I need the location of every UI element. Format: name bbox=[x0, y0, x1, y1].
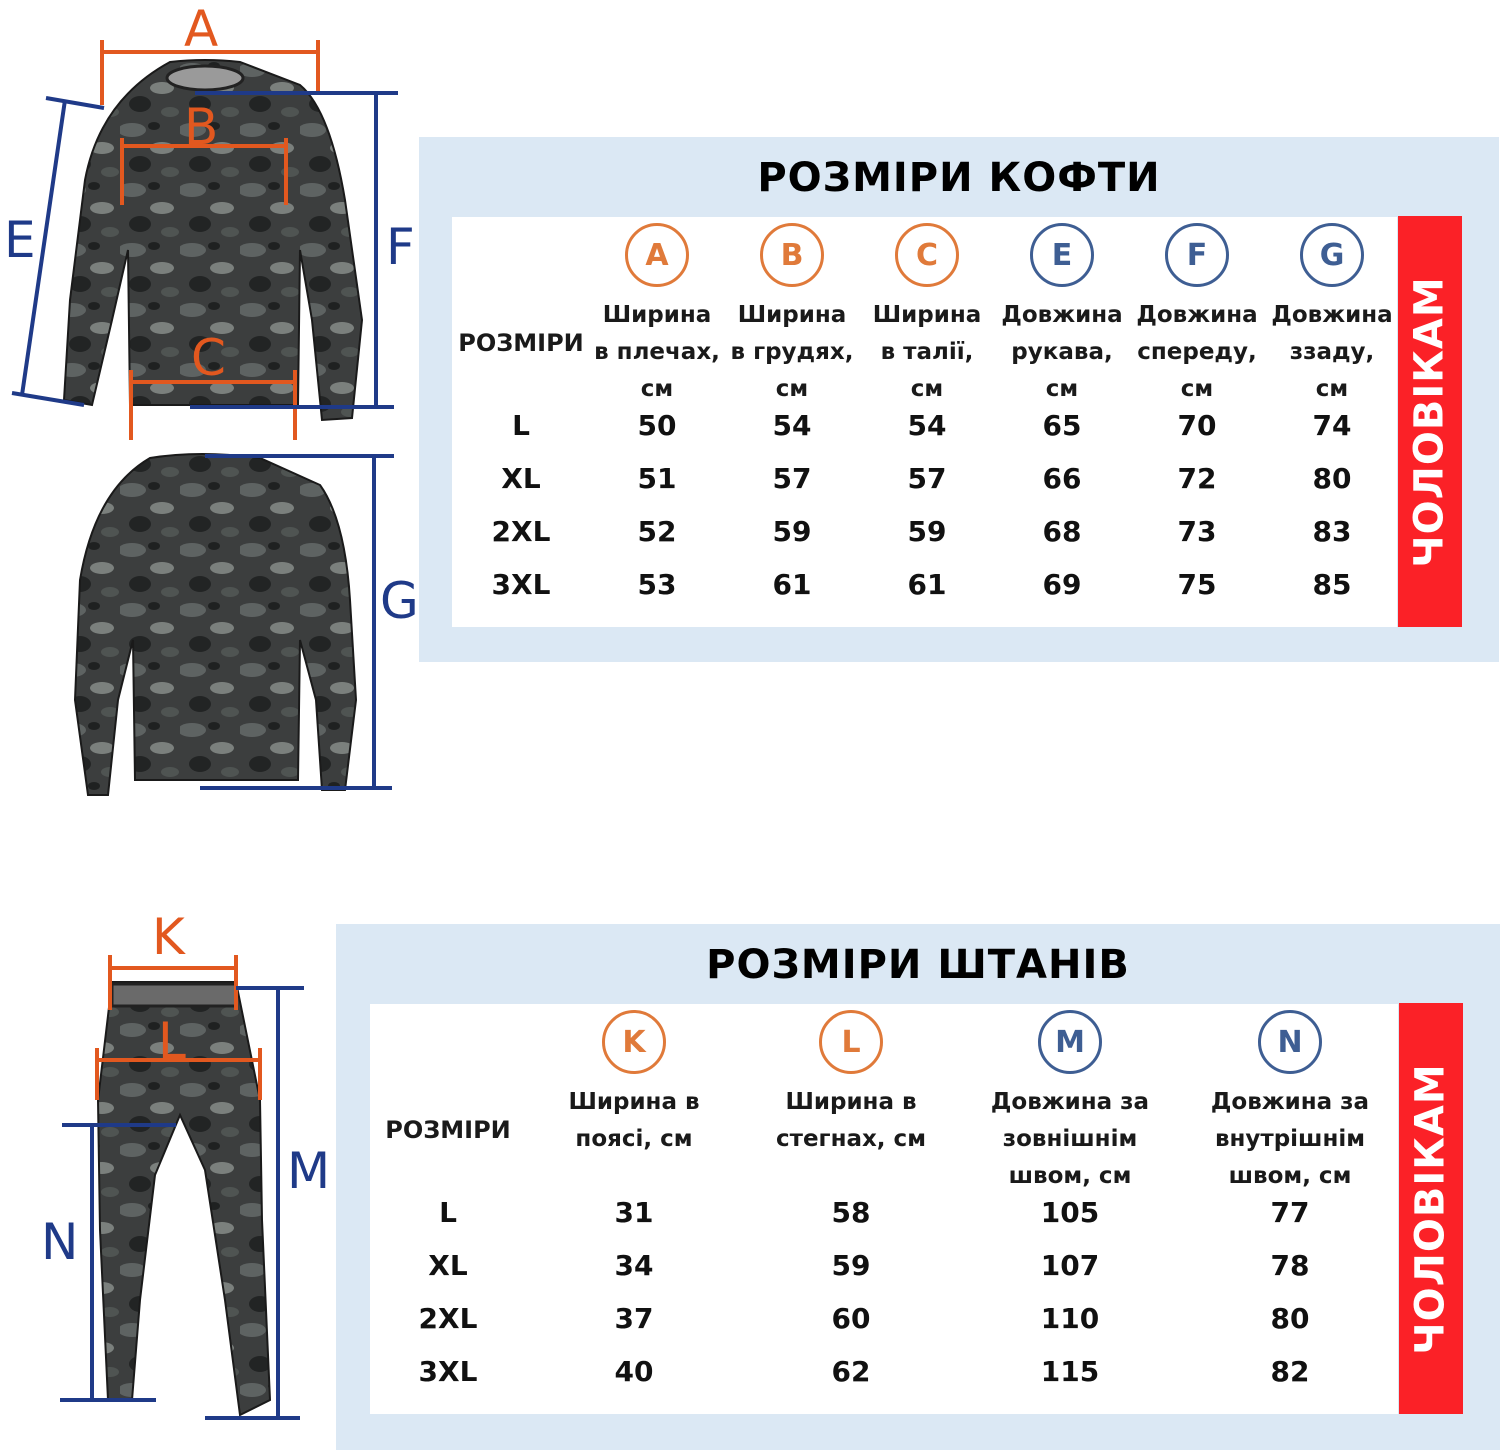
pants-size-title: РОЗМІРИ ШТАНІВ bbox=[706, 942, 1130, 988]
jacket-cell: 51 bbox=[637, 462, 677, 495]
jacket-cell: 65 bbox=[1042, 409, 1082, 442]
pants-cell: 80 bbox=[1270, 1302, 1310, 1335]
pants-column-n bbox=[1190, 1010, 1390, 1195]
jacket-cell: 52 bbox=[637, 515, 677, 548]
pants-column-label: Ширина в поясі, см bbox=[568, 1089, 700, 1152]
pants-size-panel bbox=[336, 924, 1500, 1450]
jacket-cell: 50 bbox=[637, 409, 677, 442]
jacket-cell: 68 bbox=[1042, 515, 1082, 548]
jacket-badge-g: G bbox=[1300, 223, 1364, 287]
dim-label-l: L bbox=[158, 1012, 186, 1070]
pants-size-label: XL bbox=[428, 1249, 468, 1282]
jacket-column-label: Ширина в грудях, см bbox=[730, 302, 854, 402]
jacket-size-label: 3XL bbox=[491, 568, 551, 601]
pants-cell: 31 bbox=[614, 1196, 654, 1229]
jacket-column-label: Довжина рукава, см bbox=[1001, 302, 1123, 402]
jacket-cell: 83 bbox=[1312, 515, 1352, 548]
pants-column-label: Довжина за внутрішнім швом, см bbox=[1210, 1089, 1370, 1189]
pants-cell: 110 bbox=[1040, 1302, 1100, 1335]
jacket-cell: 57 bbox=[907, 462, 947, 495]
jacket-size-panel bbox=[419, 137, 1499, 662]
dim-label-e: E bbox=[4, 211, 36, 269]
jacket-badge-c: C bbox=[895, 223, 959, 287]
jacket-cell: 59 bbox=[772, 515, 812, 548]
jacket-badge-e: E bbox=[1030, 223, 1094, 287]
jacket-column-e bbox=[995, 223, 1129, 408]
jacket-size-title: РОЗМІРИ КОФТИ bbox=[757, 155, 1161, 201]
jacket-cell: 70 bbox=[1177, 409, 1217, 442]
jacket-column-label: Ширина в талії, см bbox=[872, 302, 982, 402]
jacket-size-label: XL bbox=[501, 462, 541, 495]
jacket-cell: 59 bbox=[907, 515, 947, 548]
jacket-cell: 54 bbox=[772, 409, 812, 442]
jacket-cell: 72 bbox=[1177, 462, 1217, 495]
dim-label-m: M bbox=[287, 1142, 331, 1200]
pants-column-label: Ширина в стегнах, см bbox=[775, 1089, 926, 1152]
jacket-size-table bbox=[452, 217, 1397, 627]
jacket-column-f bbox=[1130, 223, 1264, 408]
jacket-row-header: РОЗМІРИ bbox=[458, 329, 584, 357]
jacket-cell: 80 bbox=[1312, 462, 1352, 495]
pants-size-table bbox=[370, 1004, 1398, 1414]
jacket-column-c bbox=[860, 223, 994, 408]
pants-badge-k: K bbox=[602, 1010, 666, 1074]
pants-cell: 105 bbox=[1040, 1196, 1100, 1229]
jacket-badge-a: A bbox=[625, 223, 689, 287]
jacket-cell: 69 bbox=[1042, 568, 1082, 601]
jacket-cell: 73 bbox=[1177, 515, 1217, 548]
pants-column-k bbox=[534, 1010, 734, 1158]
jacket-cell: 54 bbox=[907, 409, 947, 442]
jacket-size-label: 2XL bbox=[491, 515, 551, 548]
pants-cell: 59 bbox=[831, 1249, 871, 1282]
dim-label-k: K bbox=[152, 908, 185, 966]
pants-size-label: 2XL bbox=[418, 1302, 478, 1335]
pants-size-label: 3XL bbox=[418, 1355, 478, 1388]
jacket-badge-f: F bbox=[1165, 223, 1229, 287]
dim-label-n: N bbox=[41, 1213, 79, 1271]
jacket-cell: 75 bbox=[1177, 568, 1217, 601]
dim-label-a: A bbox=[184, 0, 219, 58]
jacket-cell: 74 bbox=[1312, 409, 1352, 442]
jacket-cell: 61 bbox=[772, 568, 812, 601]
pants-column-label: Довжина за зовнішнім швом, см bbox=[990, 1089, 1150, 1189]
pants-size-label: L bbox=[439, 1196, 457, 1229]
pants-cell: 34 bbox=[614, 1249, 654, 1282]
dim-label-f: F bbox=[386, 218, 415, 276]
jacket-cell: 57 bbox=[772, 462, 812, 495]
pants-cell: 107 bbox=[1040, 1249, 1100, 1282]
dim-label-c: C bbox=[191, 329, 226, 387]
pants-badge-l: L bbox=[819, 1010, 883, 1074]
jacket-cell: 61 bbox=[907, 568, 947, 601]
jacket-cell: 85 bbox=[1312, 568, 1352, 601]
pants-badge-m: M bbox=[1038, 1010, 1102, 1074]
jacket-column-a bbox=[590, 223, 724, 408]
pants-cell: 37 bbox=[614, 1302, 654, 1335]
jacket-size-label: L bbox=[512, 409, 530, 442]
pants-cell: 115 bbox=[1040, 1355, 1100, 1388]
pants-row-header: РОЗМІРИ bbox=[385, 1116, 511, 1144]
jacket-badge-b: B bbox=[760, 223, 824, 287]
pants-cell: 82 bbox=[1270, 1355, 1310, 1388]
jacket-column-b bbox=[725, 223, 859, 408]
pants-column-m bbox=[970, 1010, 1170, 1195]
pants-cell: 60 bbox=[831, 1302, 871, 1335]
pants-cell: 78 bbox=[1270, 1249, 1310, 1282]
pants-badge-n: N bbox=[1258, 1010, 1322, 1074]
pants-cell: 62 bbox=[831, 1355, 871, 1388]
pants-cell: 77 bbox=[1270, 1196, 1310, 1229]
jacket-side-band bbox=[1398, 216, 1462, 627]
jacket-cell: 53 bbox=[637, 568, 677, 601]
pants-column-l bbox=[751, 1010, 951, 1158]
pants-side-label: ЧОЛОВІКАМ bbox=[1408, 1062, 1455, 1355]
back-shirt-shape bbox=[75, 454, 356, 795]
dim-label-g: G bbox=[380, 572, 419, 630]
jacket-column-g bbox=[1265, 223, 1399, 408]
jacket-side-label: ЧОЛОВІКАМ bbox=[1407, 275, 1454, 568]
jacket-column-label: Довжина спереду, см bbox=[1136, 302, 1258, 402]
jacket-column-label: Довжина ззаду, см bbox=[1271, 302, 1393, 402]
jacket-column-label: Ширина в плечах, см bbox=[594, 302, 720, 402]
pants-cell: 58 bbox=[831, 1196, 871, 1229]
dim-label-b: B bbox=[184, 98, 219, 156]
pants-side-band bbox=[1399, 1003, 1463, 1414]
jacket-cell: 66 bbox=[1042, 462, 1082, 495]
pants-cell: 40 bbox=[614, 1355, 654, 1388]
